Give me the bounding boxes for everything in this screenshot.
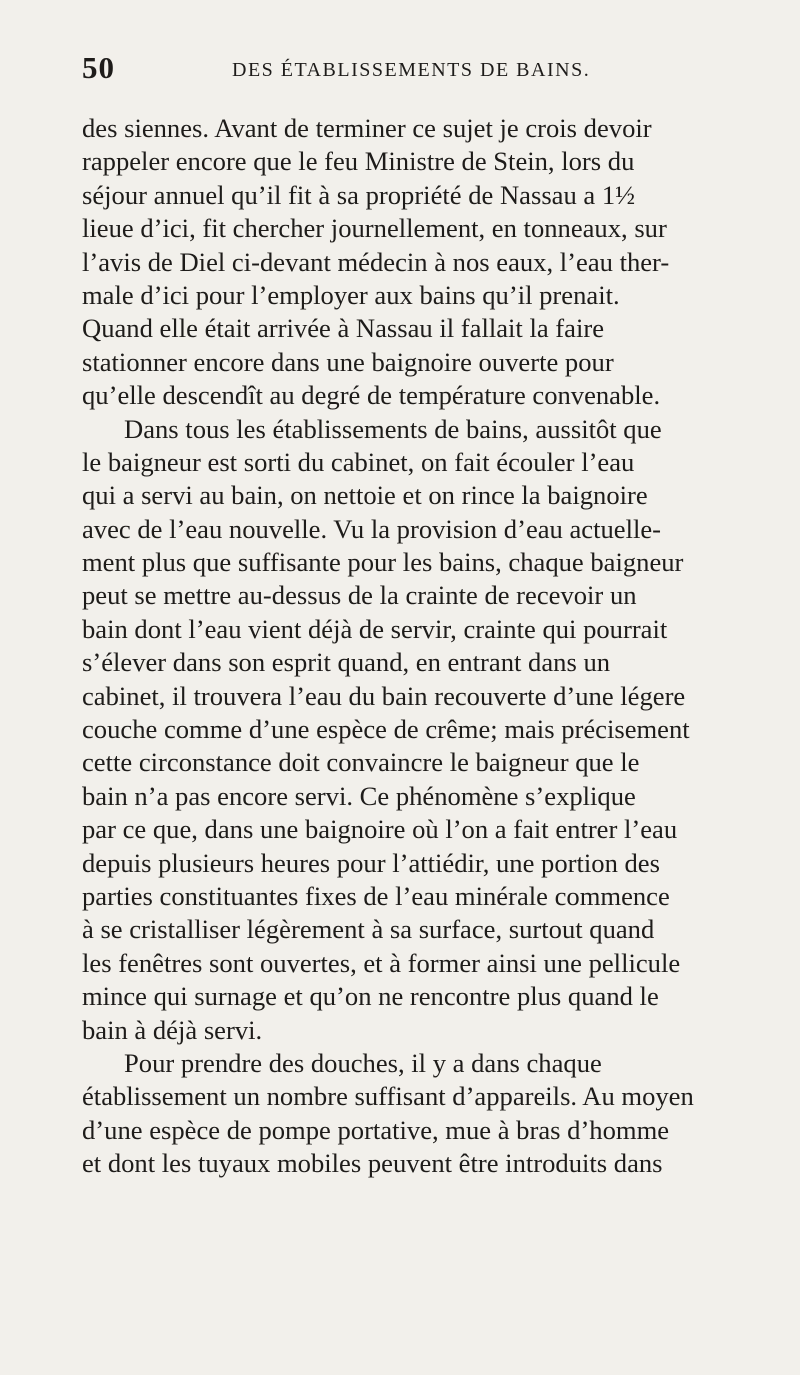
text-line: stationner encore dans une baignoire ouverte pour <box>82 346 614 377</box>
text-line: qu’elle descendît au degré de température convenable. <box>82 380 661 411</box>
text-line: rappeler encore que le feu Ministre de Stein, lors du <box>82 146 635 177</box>
text-line: établissement un nombre suffisant d’appareils. Au moyen <box>82 1081 694 1112</box>
text-line: les fenêtres sont ouvertes, et à former ainsi une pellicule <box>82 947 681 978</box>
text-line: d’une espèce de pompe portative, mue à bras d’homme <box>82 1114 670 1145</box>
text-line: peut se mettre au-dessus de la crainte de recevoir un <box>82 580 637 611</box>
text-line: couche comme d’une espèce de crême; mais précisement <box>82 714 690 745</box>
text-line: Quand elle était arrivée à Nassau il fallait la faire <box>82 313 605 344</box>
text-line: à se cristalliser légèrement à sa surface, surtout quand <box>82 914 655 945</box>
text-line: cette circonstance doit convaincre le baigneur que le <box>82 747 640 778</box>
text-line: bain à déjà servi. <box>82 1014 263 1045</box>
paragraph-start-line: Dans tous les établissements de bains, aussitôt que <box>124 413 662 444</box>
text-line: ment plus que suffisante pour les bains, chaque baigneur <box>82 547 684 578</box>
text-line: depuis plusieurs heures pour l’attiédir, une portion des <box>82 847 660 878</box>
text-line: des siennes. Avant de terminer ce sujet je crois devoir <box>82 113 652 143</box>
running-title: DES ÉTABLISSEMENTS DE BAINS. <box>232 59 591 81</box>
text-line: parties constituantes fixes de l’eau minérale commence <box>82 880 670 911</box>
body-text <box>82 112 732 1181</box>
page-header <box>82 50 722 90</box>
text-line: qui a servi au bain, on nettoie et on rince la baignoire <box>82 480 648 511</box>
text-line: s’élever dans son esprit quand, en entrant dans un <box>82 647 611 678</box>
text-line: le baigneur est sorti du cabinet, on fait écouler l’eau <box>82 446 635 477</box>
page-number: 50 <box>82 50 115 85</box>
text-line: et dont les tuyaux mobiles peuvent être introduits dans <box>82 1148 663 1179</box>
text-line: par ce que, dans une baignoire où l’on a fait entrer l’eau <box>82 814 678 845</box>
text-line: male d’ici pour l’employer aux bains qu’il prenait. <box>82 279 620 310</box>
text-line: bain dont l’eau vient déjà de servir, crainte qui pourrait <box>82 613 668 644</box>
text-line: mince qui surnage et qu’on ne rencontre plus quand le <box>82 981 659 1012</box>
text-line: bain n’a pas encore servi. Ce phénomène s’explique <box>82 780 636 811</box>
text-line: cabinet, il trouvera l’eau du bain recouverte d’une légere <box>82 680 686 711</box>
paragraph-start-line: Pour prendre des douches, il y a dans chaque <box>124 1047 602 1078</box>
text-line: séjour annuel qu’il fit à sa propriété de Nassau a 1½ <box>82 179 636 210</box>
text-line: l’avis de Diel ci-devant médecin à nos eaux, l’eau ther- <box>82 246 670 277</box>
text-line: lieue d’ici, fit chercher journellement, en tonneaux, sur <box>82 213 667 244</box>
text-line: avec de l’eau nouvelle. Vu la provision d’eau actuelle- <box>82 513 662 544</box>
